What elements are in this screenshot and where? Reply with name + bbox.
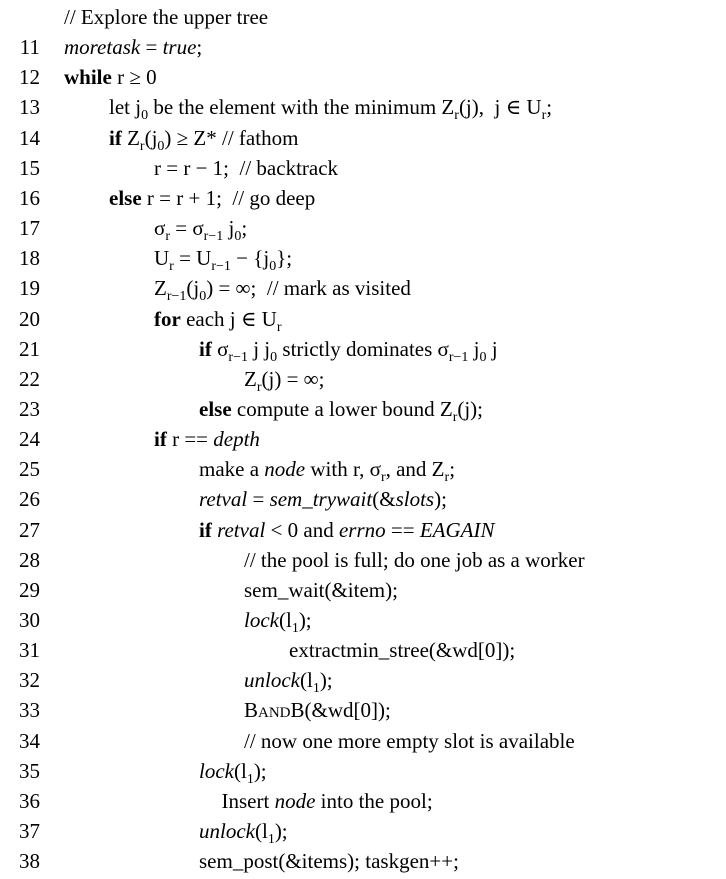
code-text bbox=[199, 849, 459, 874]
subscript: 1 bbox=[312, 681, 320, 697]
code-token: true bbox=[162, 35, 197, 60]
code-token: − {j bbox=[230, 246, 270, 271]
code-token: ; bbox=[196, 35, 203, 60]
code-token: (j bbox=[186, 276, 200, 301]
code-token: ) = ∞; // mark as visited bbox=[206, 276, 411, 301]
code-line bbox=[0, 126, 726, 156]
code-token: be the element with the minimum Z bbox=[148, 95, 455, 120]
code-token: compute a lower bound Z bbox=[231, 396, 453, 421]
code-line bbox=[0, 367, 726, 397]
subscript: 1 bbox=[267, 832, 275, 848]
line-number: 18 bbox=[19, 246, 40, 271]
line-number: 22 bbox=[19, 366, 40, 391]
code-line bbox=[0, 5, 726, 35]
subscript: r bbox=[256, 379, 262, 395]
subscript: r−1 bbox=[211, 259, 231, 275]
line-number: 17 bbox=[19, 216, 40, 241]
line-number: 27 bbox=[19, 517, 40, 542]
subscript: 0 bbox=[199, 289, 207, 305]
line-number: 23 bbox=[19, 396, 40, 421]
line-number: 14 bbox=[19, 125, 40, 150]
code-text bbox=[199, 337, 498, 366]
code-token: node bbox=[274, 788, 316, 813]
code-token: (& bbox=[372, 487, 396, 512]
line-number: 20 bbox=[19, 306, 40, 331]
code-text bbox=[64, 35, 202, 60]
code-text bbox=[154, 276, 411, 305]
code-token: j j bbox=[247, 336, 271, 361]
code-line bbox=[0, 578, 726, 608]
line-number: 34 bbox=[19, 728, 40, 753]
subscript: r bbox=[165, 229, 170, 245]
code-token: sem_post(&items); taskgen++; bbox=[199, 849, 459, 874]
code-line bbox=[0, 156, 726, 186]
code-token: r = r − 1; // backtrack bbox=[154, 155, 339, 180]
code-token: == bbox=[385, 517, 420, 542]
line-number: 15 bbox=[19, 155, 40, 180]
code-text bbox=[244, 367, 324, 396]
code-text bbox=[244, 668, 333, 697]
line-number: 33 bbox=[19, 698, 40, 723]
code-token: Z bbox=[154, 276, 167, 301]
code-text bbox=[64, 5, 268, 30]
code-line bbox=[0, 95, 726, 125]
code-line bbox=[0, 789, 726, 819]
code-token: for bbox=[154, 306, 181, 331]
code-token: (&wd[0]); bbox=[304, 698, 391, 723]
code-line bbox=[0, 35, 726, 65]
code-token: retval bbox=[199, 487, 248, 512]
code-token: , and Z bbox=[385, 457, 445, 482]
line-number: 30 bbox=[19, 608, 40, 632]
code-text bbox=[244, 578, 398, 603]
code-text bbox=[154, 307, 282, 336]
line-number: 16 bbox=[19, 185, 40, 210]
line-number: 26 bbox=[19, 487, 40, 512]
code-token: (j); bbox=[457, 396, 484, 421]
code-token: let j bbox=[109, 95, 142, 120]
code-token: ); bbox=[274, 819, 288, 844]
line-number: 19 bbox=[19, 276, 40, 301]
code-line bbox=[0, 427, 726, 457]
code-token: = bbox=[247, 487, 270, 512]
code-text bbox=[154, 156, 338, 181]
code-text bbox=[199, 759, 267, 788]
code-token: ); bbox=[319, 668, 333, 693]
code-token: ; bbox=[546, 95, 553, 120]
code-text bbox=[199, 819, 288, 848]
code-token: strictly dominates σ bbox=[277, 336, 449, 361]
code-token: moretask bbox=[64, 35, 141, 60]
code-token: (l bbox=[278, 608, 292, 632]
code-line bbox=[0, 638, 726, 668]
subscript: 0 bbox=[270, 349, 278, 365]
code-token: j bbox=[468, 336, 480, 361]
code-text bbox=[154, 427, 260, 452]
subscript: r bbox=[454, 108, 459, 124]
code-token: (j) = ∞; bbox=[261, 366, 325, 391]
subscript: r bbox=[541, 108, 547, 124]
code-token: Z bbox=[121, 125, 140, 150]
code-line bbox=[0, 186, 726, 216]
code-line bbox=[0, 307, 726, 337]
code-token: // the pool is full; do one job as a worker bbox=[244, 547, 585, 572]
code-line bbox=[0, 65, 726, 95]
code-token: (l bbox=[299, 668, 313, 693]
subscript: r bbox=[169, 259, 174, 275]
code-token: EAGAIN bbox=[419, 517, 495, 542]
code-line bbox=[0, 518, 726, 548]
line-number: 36 bbox=[19, 788, 40, 813]
code-line bbox=[0, 276, 726, 306]
code-token: = bbox=[140, 35, 163, 60]
subscript: r bbox=[452, 410, 458, 426]
code-text bbox=[199, 457, 455, 486]
subscript: r−1 bbox=[448, 349, 469, 365]
code-token: with r, σ bbox=[305, 457, 381, 482]
line-number: 13 bbox=[19, 95, 40, 120]
code-text bbox=[199, 397, 483, 426]
line-number: 24 bbox=[19, 427, 40, 452]
code-token: errno bbox=[338, 517, 386, 542]
code-token: if bbox=[109, 125, 122, 150]
code-text bbox=[64, 65, 157, 90]
code-line bbox=[0, 487, 726, 517]
code-text bbox=[244, 548, 585, 573]
code-token: // Explore the upper tree bbox=[64, 5, 269, 29]
subscript: r bbox=[380, 470, 386, 486]
code-token: ); bbox=[298, 608, 312, 632]
code-line bbox=[0, 759, 726, 789]
code-token: lock bbox=[199, 758, 234, 783]
line-number: 31 bbox=[19, 638, 40, 663]
subscript: 1 bbox=[291, 621, 299, 637]
code-text bbox=[289, 638, 515, 663]
code-line bbox=[0, 246, 726, 276]
code-token: // now one more empty slot is available bbox=[244, 728, 575, 753]
line-number: 12 bbox=[19, 65, 40, 90]
code-text bbox=[222, 789, 433, 814]
code-token: U bbox=[154, 246, 170, 271]
code-line bbox=[0, 698, 726, 728]
subscript: r bbox=[444, 470, 450, 486]
code-token: lock bbox=[244, 608, 279, 632]
code-token: extractmin_stree(&wd[0]); bbox=[289, 638, 516, 663]
code-token: into the pool; bbox=[315, 788, 433, 813]
subscript: r−1 bbox=[228, 349, 248, 365]
code-line bbox=[0, 337, 726, 367]
line-number: 38 bbox=[19, 849, 40, 874]
code-token: (l bbox=[254, 819, 268, 844]
code-token: BandB bbox=[244, 698, 305, 723]
code-text bbox=[109, 95, 552, 124]
line-number: 29 bbox=[19, 577, 40, 602]
code-token: (j), j ∈ U bbox=[458, 95, 542, 120]
subscript: 0 bbox=[269, 259, 277, 275]
code-text bbox=[199, 518, 494, 543]
code-line bbox=[0, 397, 726, 427]
code-text bbox=[154, 216, 247, 245]
line-number: 35 bbox=[19, 758, 40, 783]
code-token: else bbox=[199, 396, 232, 421]
code-line bbox=[0, 548, 726, 578]
code-line bbox=[0, 216, 726, 246]
code-text bbox=[244, 729, 575, 754]
code-line bbox=[0, 457, 726, 487]
line-number: 25 bbox=[19, 457, 40, 482]
code-token: ); bbox=[253, 758, 267, 783]
code-token: j bbox=[486, 336, 498, 361]
code-token: retval bbox=[217, 517, 266, 542]
code-text bbox=[109, 186, 315, 211]
code-text bbox=[244, 608, 312, 637]
code-token: depth bbox=[213, 427, 260, 452]
code-token: r ≥ 0 bbox=[111, 65, 157, 90]
code-token: if bbox=[199, 517, 212, 542]
code-token: r == bbox=[166, 427, 214, 452]
code-token: = U bbox=[173, 246, 212, 271]
code-token: make a bbox=[199, 457, 265, 482]
code-token: }; bbox=[276, 246, 293, 271]
code-token: Z bbox=[244, 366, 257, 391]
code-token: σ bbox=[211, 336, 229, 361]
subscript: 1 bbox=[246, 771, 254, 787]
code-token: unlock bbox=[244, 668, 300, 693]
code-token: sem_wait(&item); bbox=[244, 577, 398, 602]
subscript: r−1 bbox=[203, 229, 224, 245]
code-line bbox=[0, 849, 726, 879]
code-token: ; bbox=[241, 216, 248, 241]
code-token: σ bbox=[154, 216, 166, 241]
code-token: ) ≥ Z* // fathom bbox=[164, 125, 299, 150]
code-text bbox=[109, 126, 298, 155]
code-token: if bbox=[199, 336, 212, 361]
code-token: else bbox=[109, 185, 142, 210]
code-token: (l bbox=[233, 758, 247, 783]
code-token: < 0 and bbox=[265, 517, 339, 542]
code-line bbox=[0, 668, 726, 698]
subscript: r bbox=[276, 319, 282, 335]
code-line bbox=[0, 608, 726, 638]
code-text bbox=[154, 246, 292, 275]
code-token: slots bbox=[395, 487, 435, 512]
code-token: unlock bbox=[199, 819, 255, 844]
subscript: 0 bbox=[141, 108, 149, 124]
line-number: 32 bbox=[19, 668, 40, 693]
code-line bbox=[0, 819, 726, 849]
code-token: Insert bbox=[221, 788, 275, 813]
code-token: each j ∈ U bbox=[180, 306, 277, 331]
subscript: 0 bbox=[157, 138, 165, 154]
subscript: 0 bbox=[479, 349, 487, 365]
line-number: 11 bbox=[19, 35, 40, 60]
line-number: 37 bbox=[19, 819, 40, 844]
code-token: r = r + 1; // go deep bbox=[141, 185, 316, 210]
code-token: ; bbox=[449, 457, 456, 482]
code-text bbox=[244, 698, 391, 723]
subscript: r bbox=[139, 138, 145, 154]
line-number: 28 bbox=[19, 547, 40, 572]
code-token: = σ bbox=[170, 216, 204, 241]
code-token: j bbox=[223, 216, 235, 241]
code-token: ); bbox=[434, 487, 447, 512]
line-number: 21 bbox=[19, 336, 40, 361]
subscript: 0 bbox=[234, 229, 242, 245]
subscript: r−1 bbox=[166, 289, 187, 305]
code-token: sem_trywait bbox=[269, 487, 373, 512]
code-text bbox=[199, 487, 447, 512]
code-token: while bbox=[64, 65, 112, 90]
code-token: node bbox=[264, 457, 306, 482]
code-token: if bbox=[154, 427, 167, 452]
code-token: (j bbox=[144, 125, 158, 150]
code-line bbox=[0, 729, 726, 759]
